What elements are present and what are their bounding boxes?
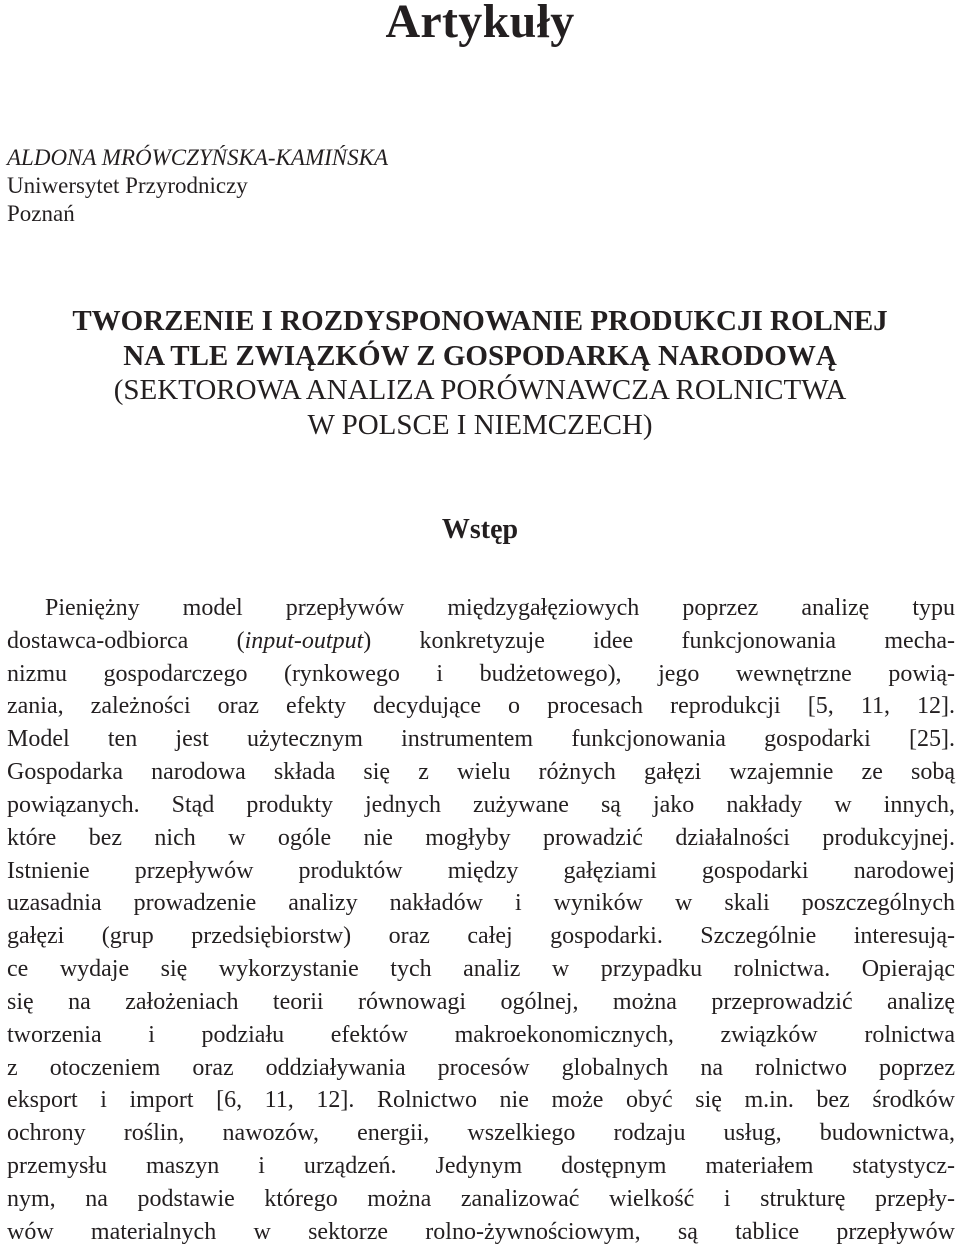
body-line: ce wydaje się wykorzystanie tych analiz w przypadku rolnictwa. Opierając [7,956,955,983]
body-line: które bez nich w ogóle nie mogłyby prowadzić działalności produkcyjnej. [7,824,955,851]
body-line: dostawca-odbiorca (input-output) konkretyzuje idee funkcjonowania mecha- [7,627,956,654]
article-subtitle-line: (SEKTOROWA ANALIZA PORÓWNAWCZA ROLNICTWA [113,374,847,406]
introduction-body [7,592,955,1249]
body-line: zania, zależności oraz efekty decydujące o procesach reprodukcji [5, 11, 12]. [7,693,955,720]
article-title [0,304,960,442]
body-line: Pieniężny model przepływów międzygałęziowych poprzez analizę typu [45,595,955,621]
body-line: Istnienie przepływów produktów między gałęziami gospodarki narodowej [7,857,955,884]
body-line: tworzenia i podziału efektów makroekonomicznych, związków rolnictwa [7,1021,955,1048]
author-affiliation: Uniwersytet Przyrodniczy [7,173,248,198]
body-line: nizmu gospodarczego (rynkowego i budżetowego), jego wewnętrzne powią- [7,660,955,687]
body-line: z otoczeniem oraz oddziaływania procesów globalnych na rolnictwo poprzez [7,1054,955,1081]
article-subtitle-line: W POLSCE I NIEMCZECH) [307,408,653,441]
author-city: Poznań [7,201,75,226]
article-title-line: TWORZENIE I ROZDYSPONOWANIE PRODUKCJI ROLNEJ [72,305,888,337]
body-line: powiązanych. Stąd produkty jednych zużywane są jako nakłady w innych, [7,791,955,818]
body-line: Gospodarka narodowa składa się z wielu różnych gałęzi wzajemnie ze sobą [7,759,955,786]
body-line: gałęzi (grup przedsiębiorstw) oraz całej gospodarki. Szczególnie interesują- [7,923,955,950]
body-line: ochrony roślin, nawozów, energii, wszelkiego rodzaju usług, budownictwa, [7,1120,955,1147]
body-line: uzasadnia prowadzenie analizy nakładów i wyników w skali poszczególnych [7,890,955,917]
body-line: się na założeniach teorii równowagi ogólnej, można przeprowadzić analizę [7,988,955,1015]
body-line: eksport i import [6, 11, 12]. Rolnictwo nie może obyć się m.in. bez środków [7,1087,955,1114]
author-block [7,144,388,228]
section-title: Artykuły [385,0,575,48]
italic-term: input-output [244,627,364,654]
article-title-line: NA TLE ZWIĄZKÓW Z GOSPODARKĄ NARODOWĄ [123,339,837,372]
body-line: przemysłu maszyn i urządzeń. Jedynym dostępnym materiałem statystycz- [7,1153,955,1180]
introduction-heading: Wstęp [441,514,519,545]
body-line: nym, na podstawie którego można zanalizować wielkość i strukturę przepły- [7,1185,955,1212]
body-line: wów materialnych w sektorze rolno-żywnościowym, są tablice przepływów [7,1218,955,1245]
body-line: Model ten jest użytecznym instrumentem funkcjonowania gospodarki [25]. [7,726,955,753]
author-name: ALDONA MRÓWCZYŃSKA-KAMIŃSKA [7,145,389,170]
